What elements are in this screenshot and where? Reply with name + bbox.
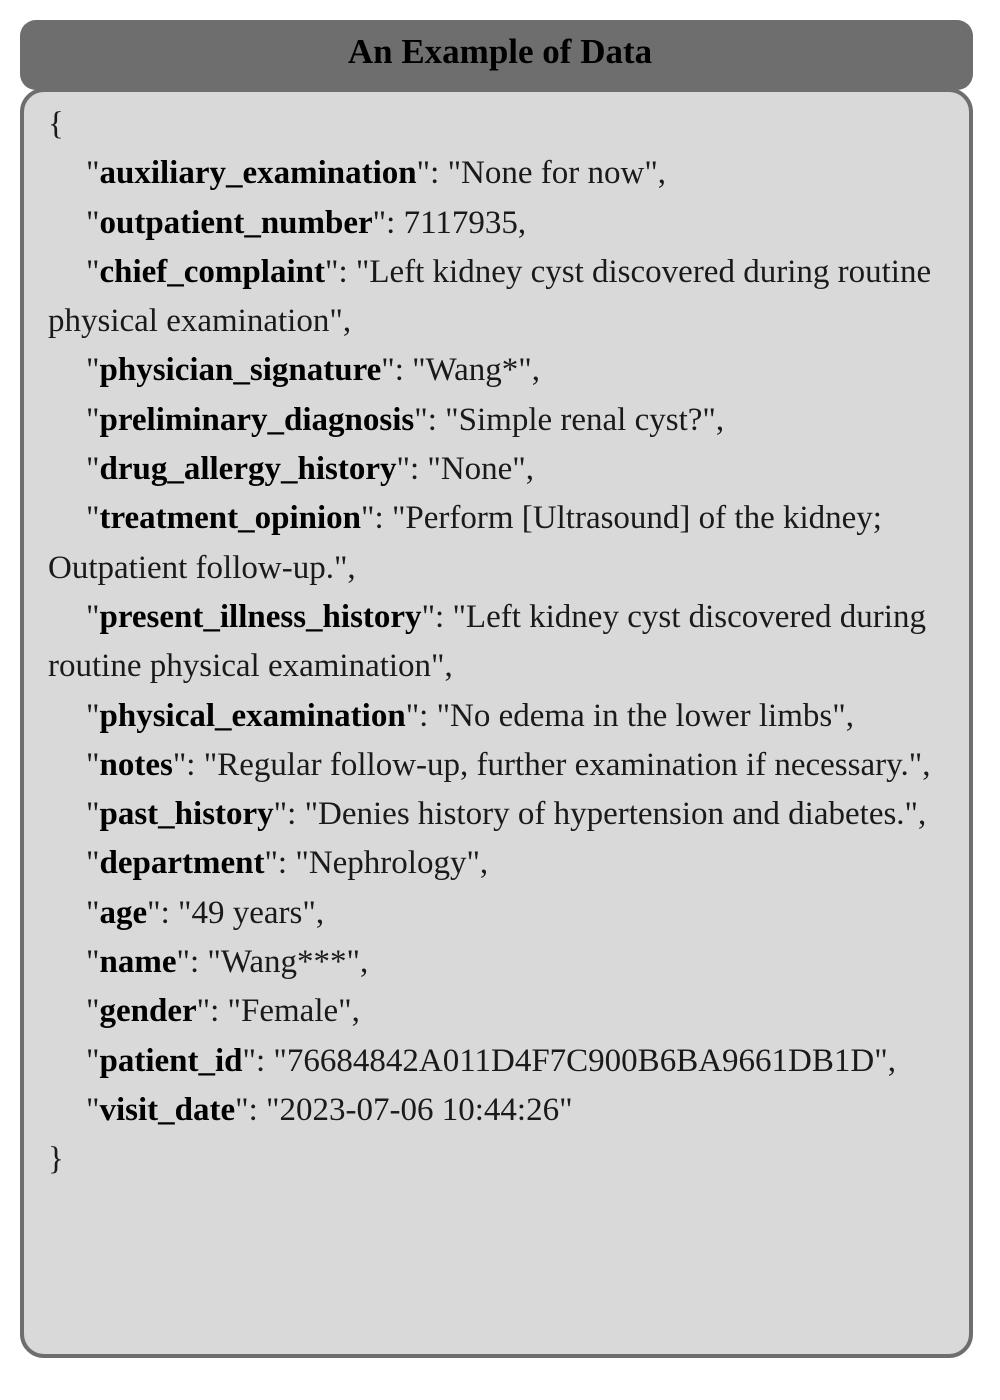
json-entry-auxiliary-examination: "auxiliary_examination": "None for now", — [86, 155, 667, 192]
json-value: "76684842A011D4F7C900B6BA9661DB1D" — [273, 1042, 888, 1079]
json-key: physician_signature — [99, 352, 382, 389]
json-entry-notes: "notes": "Regular follow-up, further examination if necessary.", — [86, 746, 931, 783]
json-value: "Perform [Ultrasound] of the kidney; Outpatient follow-up." — [48, 500, 882, 586]
json-entry-drug-allergy-history: "drug_allergy_history": "None", — [86, 451, 535, 488]
json-entry-chief-complaint: "chief_complaint": "Left kidney cyst discovered during routine physical examination", — [48, 253, 932, 340]
open-brace: { — [48, 106, 64, 142]
json-entry-present-illness-history: "present_illness_history": "Left kidney cyst discovered during routine physical examination", — [48, 598, 926, 685]
json-value: "2023-07-06 10:44:26" — [266, 1091, 573, 1128]
json-value: "Wang*" — [412, 352, 532, 389]
json-key: physical_examination — [99, 697, 406, 734]
json-entry-physician-signature: "physician_signature": "Wang*", — [86, 352, 541, 389]
json-value: "Left kidney cyst discovered during routine physical examination" — [48, 598, 926, 685]
json-entry-past-history: "past_history": "Denies history of hypertension and diabetes.", — [86, 796, 927, 833]
json-key: outpatient_number — [99, 204, 373, 241]
json-key: preliminary_diagnosis — [99, 401, 415, 438]
json-value: "Left kidney cyst discovered during routine physical examination" — [48, 253, 932, 340]
json-value: "No edema in the lower limbs" — [436, 697, 846, 734]
json-record — [48, 100, 958, 1185]
json-value: "Regular follow-up, further examination if necessary." — [203, 746, 923, 783]
json-key: present_illness_history — [99, 598, 422, 635]
json-value: "Nephrology" — [295, 845, 480, 882]
json-key: name — [99, 944, 177, 981]
json-entry-outpatient-number: "outpatient_number": 7117935, — [86, 204, 527, 241]
json-key: past_history — [99, 796, 274, 833]
json-key: gender — [99, 993, 197, 1030]
json-value: "Wang***" — [207, 944, 360, 981]
json-entry-patient-id: "patient_id": "76684842A011D4F7C900B6BA9661DB1D", — [86, 1042, 896, 1079]
json-key: department — [99, 845, 265, 882]
json-key: treatment_opinion — [99, 500, 362, 537]
json-key: auxiliary_examination — [99, 155, 417, 192]
json-value: "Simple renal cyst?" — [445, 401, 716, 438]
json-value: "None for now" — [447, 155, 658, 192]
json-key: patient_id — [99, 1042, 243, 1079]
json-key: visit_date — [99, 1091, 236, 1128]
json-value: "Female" — [227, 993, 352, 1030]
close-brace: } — [48, 1141, 64, 1178]
json-entry-department: "department": "Nephrology", — [86, 845, 489, 882]
json-entry-treatment-opinion: "treatment_opinion": "Perform [Ultrasound] of the kidney; Outpatient follow-up.", — [48, 500, 882, 586]
json-key: notes — [99, 746, 173, 783]
json-value: 7117935 — [403, 204, 518, 241]
panel-title: An Example of Data — [347, 32, 653, 71]
json-entry-gender: "gender": "Female", — [86, 993, 360, 1030]
json-key: chief_complaint — [99, 253, 325, 290]
json-entry-age: "age": "49 years", — [86, 894, 325, 931]
json-entry-visit-date: "visit_date": "2023-07-06 10:44:26" — [86, 1091, 573, 1128]
json-entry-preliminary-diagnosis: "preliminary_diagnosis": "Simple renal cyst?", — [86, 401, 725, 438]
json-value: "49 years" — [178, 894, 316, 931]
json-value: "Denies history of hypertension and diabetes." — [304, 796, 919, 833]
json-entry-name: "name": "Wang***", — [86, 944, 369, 981]
json-value: "None" — [427, 451, 526, 488]
json-key: drug_allergy_history — [99, 451, 397, 488]
json-key: age — [99, 894, 148, 931]
json-entry-physical-examination: "physical_examination": "No edema in the lower limbs", — [86, 697, 854, 734]
json-entries — [48, 149, 958, 1135]
